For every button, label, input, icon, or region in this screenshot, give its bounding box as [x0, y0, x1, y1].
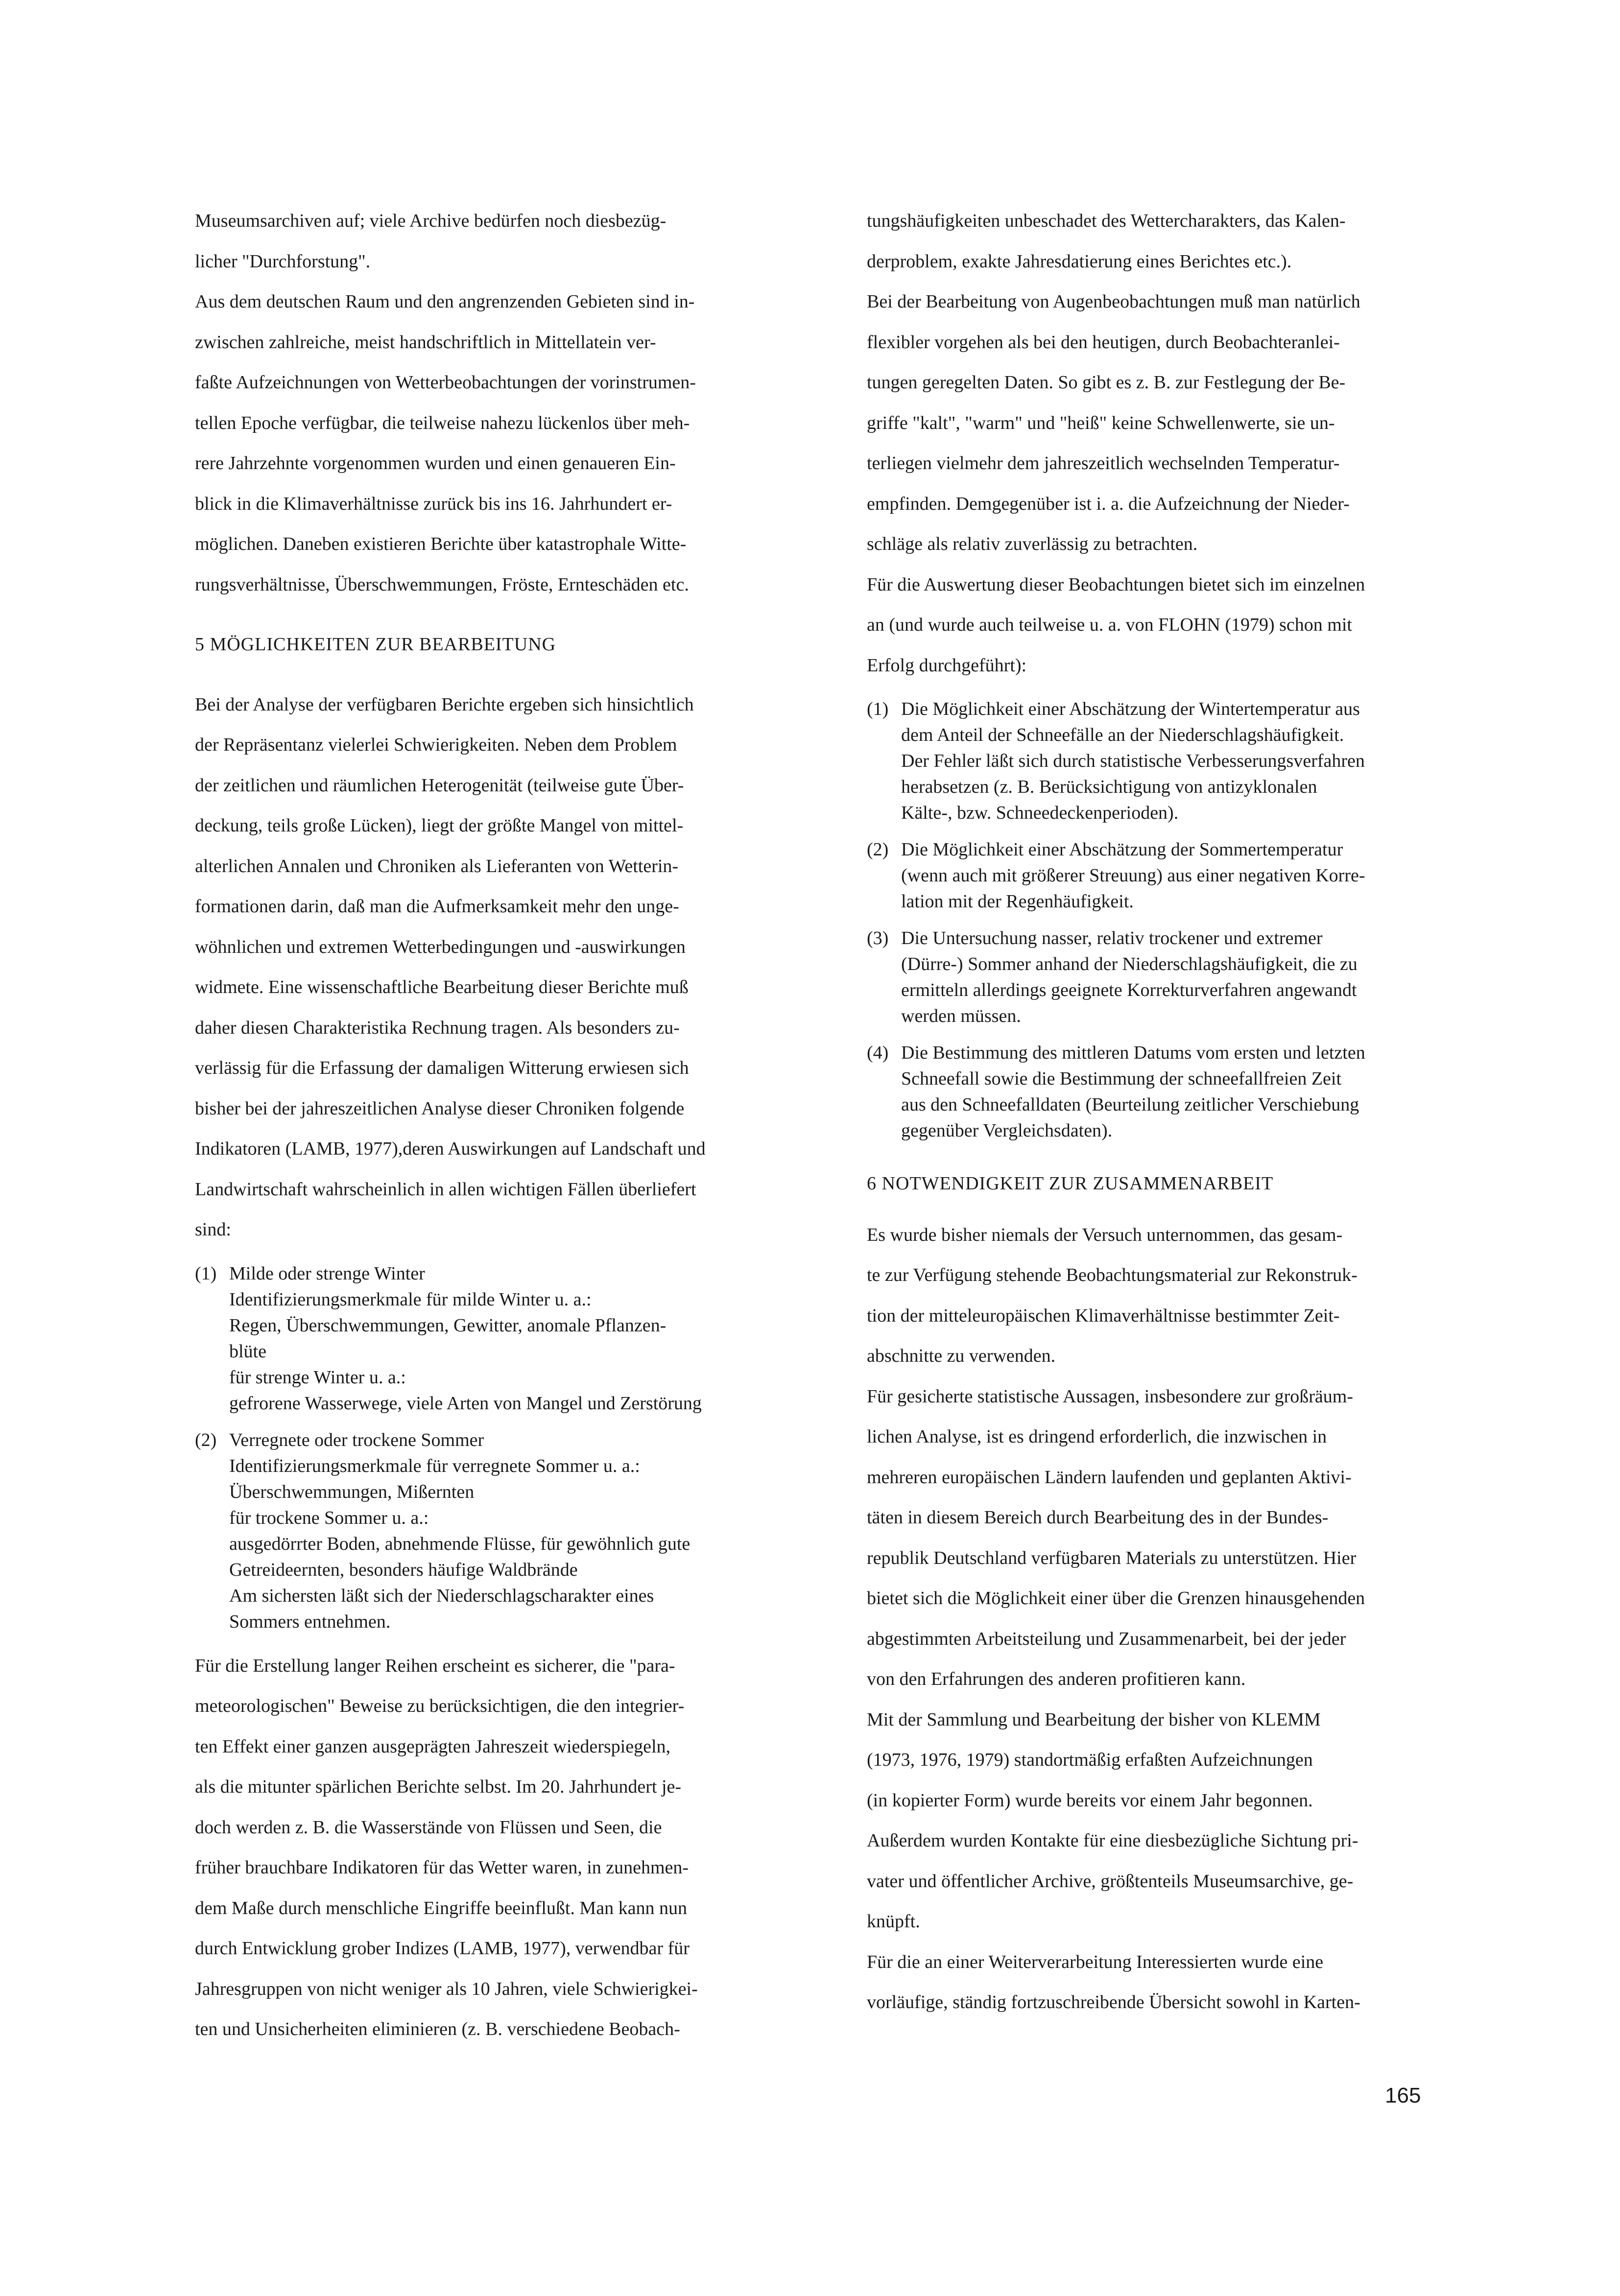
list-number: (3) — [867, 928, 889, 948]
list-item — [867, 696, 1481, 826]
left-paragraph-4: Für die Erstellung langer Reihen erscheint es sicherer, die "para- meteorologischen" Beweise zu berücksichtigen, die den integrier- ten Effekt einer ganzen ausgeprägten Jahreszeit wiederspiegeln, als die mitunter spärlichen Berichte selbst. Im 20. Jahrhundert je- doch werden z. B. die Wasserstände von Flüssen und Seen, die früher brauchbare Indikatoren für das Wetter waren, in zunehmen- dem Maße durch menschliche Eingriffe beeinflußt. Man kann nun durch Entwicklung grober Indizes (LAMB, 1977), verwendbar für Jahresgruppen von nicht weniger als 10 Jahren, viele Schwierigkei- ten und Unsicherheiten eliminieren (z. B. verschiedene Beobach- — [195, 1655, 698, 2039]
list-text: Milde oder strenge Winter Identifizierungsmerkmale für milde Winter u. a.: Regen, Überschwemmungen, Gewitter, anomale Pflanzen- blüte für strenge Winter u. a.: gefrorene Wasserwege, viele Arten von Mangel und Zerstörung — [229, 1263, 702, 1414]
section-6-heading: 6 NOTWENDIGKEIT ZUR ZUSAMMENARBEIT — [867, 1173, 1274, 1194]
right-column — [867, 201, 1481, 2023]
right-paragraph-1: tungshäufigkeiten unbeschadet des Wettercharakters, das Kalen- derproblem, exakte Jahresdatierung eines Berichtes etc.). — [867, 211, 1346, 272]
list-text: Die Bestimmung des mittleren Datums vom ersten und letzten Schneefall sowie die Bestimmung der schneefallfreien Zeit aus den Schneefalldaten (Beurteilung zeitlicher Verschiebung gegenüber Vergleichsdaten). — [901, 1042, 1365, 1141]
list-number: (1) — [195, 1263, 217, 1284]
list-text: Verregnete oder trockene Sommer Identifizierungsmerkmale für verregnete Sommer u. a.: Überschwemmungen, Mißernten für trockene Sommer u. a.: ausgedörrter Boden, abnehmende Flüsse, für gewöhnlich gute Getreideernten, besonders häufige Waldbrände Am sichersten läßt sich der Niederschlagscharakter eines Sommers entnehmen. — [229, 1429, 691, 1632]
list-number: (4) — [867, 1042, 889, 1063]
list-item — [867, 925, 1481, 1029]
right-paragraph-4: Es wurde bisher niemals der Versuch unternommen, das gesam- te zur Verfügung stehende Beobachtungsmaterial zur Rekonstruk- tion der mitteleuropäischen Klimaverhältnisse bestimmter Zeit- abschnitte zu verwenden. — [867, 1224, 1358, 1366]
right-paragraph-6: Mit der Sammlung und Bearbeitung der bisher von KLEMM (1973, 1976, 1979) standortmäßig erfaßten Aufzeichnungen (in kopierter Form) wurde bereits vor einem Jahr begonnen. — [867, 1709, 1321, 1811]
list-text: Die Möglichkeit einer Abschätzung der Sommertemperatur (wenn auch mit größerer Streuung) aus einer negativen Korre- lation mit der Regenhäufigkeit. — [901, 839, 1365, 912]
list-item — [195, 1261, 807, 1417]
right-paragraph-5: Für gesicherte statistische Aussagen, insbesondere zur großräum- lichen Analyse, ist es dringend erforderlich, die inzwischen in mehreren europäischen Ländern laufenden und geplanten Aktivi- täten in diesem Bereich durch Bearbeitung des in der Bundes- republik Deutschland verfügbaren Materials zu unterstützen. Hier bietet sich die Möglichkeit einer über die Grenzen hinausgehenden abgestimmten Arbeitsteilung und Zusammenarbeit, bei der jeder von den Erfahrungen des anderen profitieren kann. — [867, 1386, 1365, 1689]
list-item — [867, 1040, 1481, 1144]
indicator-list — [195, 1261, 807, 1635]
list-item — [195, 1427, 807, 1635]
right-paragraph-7: Außerdem wurden Kontakte für eine diesbezügliche Sichtung pri- vater und öffentlicher Archive, größtenteils Museumsarchive, ge- knüpft. — [867, 1830, 1358, 1932]
evaluation-list — [867, 696, 1481, 1144]
list-number: (2) — [195, 1429, 217, 1450]
right-paragraph-8: Für die an einer Weiterverarbeitung Interessierten wurde eine vorläufige, ständig fortzuschreibende Übersicht sowohl in Karten- — [867, 1951, 1360, 2012]
list-number: (1) — [867, 699, 889, 719]
list-text: Die Möglichkeit einer Abschätzung der Wintertemperatur aus dem Anteil der Schneefälle an der Niederschlagshäufigkeit. Der Fehler läßt sich durch statistische Verbesserungsverfahren herabsetzen (z. B. Berücksichtigung von antizyklonalen Kälte-, bzw. Schneedeckenperioden). — [901, 699, 1365, 823]
left-column — [195, 201, 807, 2050]
right-paragraph-3: Für die Auswertung dieser Beobachtungen bietet sich im einzelnen an (und wurde auch teilweise u. a. von FLOHN (1979) schon mit Erfolg durchgeführt): — [867, 574, 1365, 676]
list-text: Die Untersuchung nasser, relativ trockener und extremer (Dürre-) Sommer anhand der Niederschlagshäufigkeit, die zu ermitteln allerdings geeignete Korrekturverfahren angewandt werden müssen. — [901, 928, 1358, 1026]
left-paragraph-1: Museumsarchiven auf; viele Archive bedürfen noch diesbezüg- licher "Durchforstung". — [195, 211, 667, 272]
right-paragraph-2: Bei der Bearbeitung von Augenbeobachtungen muß man natürlich flexibler vorgehen als bei den heutigen, durch Beobachteranlei- tungen geregelten Daten. So gibt es z. B. zur Festlegung der Be- griffe "kalt", "warm" und "heiß" keine Schwellenwerte, sie un- terliegen vielmehr dem jahreszeitlich wechselnden Temperatur- empfinden. Demgegenüber ist i. a. die Aufzeichnung der Nieder- schläge als relativ zuverlässig zu betrachten. — [867, 291, 1360, 554]
section-5-heading: 5 MÖGLICHKEITEN ZUR BEARBEITUNG — [195, 634, 556, 655]
page-number: 165 — [1385, 2083, 1421, 2107]
left-paragraph-3: Bei der Analyse der verfügbaren Berichte ergeben sich hinsichtlich der Repräsentanz vielerlei Schwierigkeiten. Neben dem Problem der zeitlichen und räumlichen Heterogenität (teilweise gute Über- deckung, teils große Lücken), liegt der größte Mangel von mittel- alterlichen Annalen und Chroniken als Lieferanten von Wetterin- formationen darin, daß man die Aufmerksamkeit mehr den unge- wöhnlichen und extremen Wetterbedingungen und -auswirkungen widmete. Eine wissenschaftliche Bearbeitung dieser Berichte muß daher diesen Charakteristika Rechnung tragen. Als besonders zu- verlässig für die Erfassung der damaligen Witterung erwiesen sich bisher bei der jahreszeitlichen Analyse dieser Chroniken folgende Indikatoren (LAMB, 1977),deren Auswirkungen auf Landschaft und Landwirtschaft wahrscheinlich in allen wichtigen Fällen überliefert sind: — [195, 694, 706, 1240]
list-number: (2) — [867, 839, 889, 860]
list-item — [867, 837, 1481, 915]
left-paragraph-2: Aus dem deutschen Raum und den angrenzenden Gebieten sind in- zwischen zahlreiche, meist handschriftlich in Mittellatein ver- faßte Aufzeichnungen von Wetterbeobachtungen der vorinstrumen- tellen Epoche verfügbar, die teilweise nahezu lückenlos über meh- rere Jahrzehnte vorgenommen wurden und einen genaueren Ein- blick in die Klimaverhältnisse zurück bis ins 16. Jahrhundert er- möglichen. Daneben existieren Berichte über katastrophale Witte- rungsverhältnisse, Überschwemmungen, Fröste, Ernteschäden etc. — [195, 291, 696, 595]
